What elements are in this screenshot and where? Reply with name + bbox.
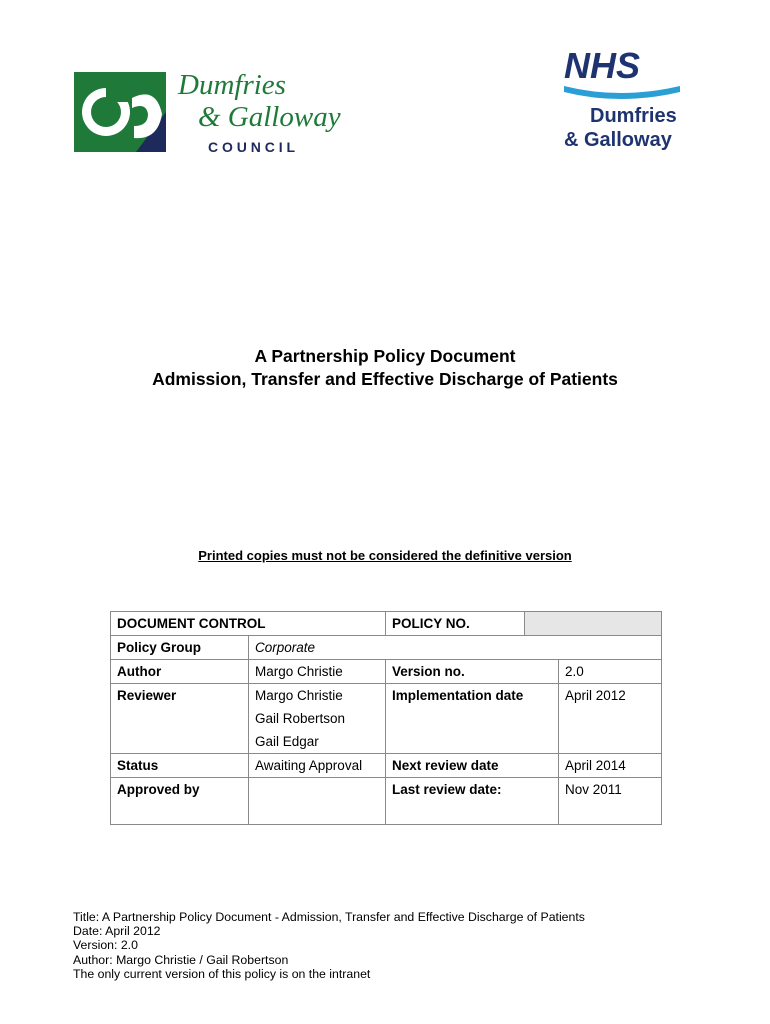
document-title-line2: Admission, Transfer and Effective Discharge of Patients bbox=[152, 369, 618, 389]
version-label: Version no. bbox=[386, 660, 559, 684]
last-review-label: Last review date: bbox=[386, 778, 559, 825]
status-value: Awaiting Approval bbox=[249, 754, 386, 778]
table-row bbox=[111, 707, 662, 730]
policy-group-label: Policy Group bbox=[111, 636, 249, 660]
table-row bbox=[111, 754, 662, 778]
status-label: Status bbox=[111, 754, 249, 778]
footer-version: Version: 2.0 bbox=[73, 938, 138, 953]
nhs-logo bbox=[560, 44, 684, 152]
printed-copies-note: Printed copies must not be considered the definitive version bbox=[198, 548, 572, 563]
nhs-mark: NHS bbox=[564, 45, 641, 86]
table-row bbox=[111, 612, 662, 636]
council-word: C O U N C I L bbox=[208, 139, 296, 155]
table-row bbox=[111, 778, 662, 825]
reviewer-value-2: Gail Robertson bbox=[249, 707, 386, 730]
implementation-value: April 2012 bbox=[559, 684, 662, 708]
next-review-label: Next review date bbox=[386, 754, 559, 778]
document-control-table bbox=[110, 611, 662, 825]
policy-group-value: Corporate bbox=[249, 636, 662, 660]
author-value: Margo Christie bbox=[249, 660, 386, 684]
footer-title: Title: A Partnership Policy Document - Admission, Transfer and Effective Discharge of Patients bbox=[73, 910, 585, 924]
table-row bbox=[111, 730, 662, 754]
council-name-line2: & Galloway bbox=[198, 101, 341, 133]
policy-no-label: POLICY NO. bbox=[386, 612, 525, 636]
table-row bbox=[111, 660, 662, 684]
nhs-name-line1: Dumfries bbox=[590, 105, 677, 127]
last-review-value: Nov 2011 bbox=[559, 778, 662, 825]
document-title-line1: A Partnership Policy Document bbox=[254, 346, 516, 366]
nhs-name-line2: & Galloway bbox=[564, 129, 672, 151]
footer-date: Date: April 2012 bbox=[73, 924, 161, 939]
table-row bbox=[111, 684, 662, 708]
approved-by-value bbox=[249, 778, 386, 825]
table-row bbox=[111, 636, 662, 660]
reviewer-label: Reviewer bbox=[111, 684, 249, 708]
council-logo bbox=[74, 68, 374, 156]
reviewer-value-1: Margo Christie bbox=[249, 684, 386, 708]
author-label: Author bbox=[111, 660, 249, 684]
policy-no-value bbox=[525, 612, 662, 636]
implementation-label: Implementation date bbox=[386, 684, 559, 708]
footer-note: The only current version of this policy is on the intranet bbox=[73, 966, 371, 981]
document-control-header: DOCUMENT CONTROL bbox=[111, 612, 386, 636]
document-footer bbox=[73, 910, 585, 981]
reviewer-value-3: Gail Edgar bbox=[249, 730, 386, 754]
approved-by-label: Approved by bbox=[111, 778, 249, 825]
nhs-wave-icon bbox=[564, 86, 680, 99]
next-review-value: April 2014 bbox=[559, 754, 662, 778]
version-value: 2.0 bbox=[559, 660, 662, 684]
footer-author: Author: Margo Christie / Gail Robertson bbox=[73, 952, 289, 967]
council-name-line1: Dumfries bbox=[178, 69, 286, 101]
